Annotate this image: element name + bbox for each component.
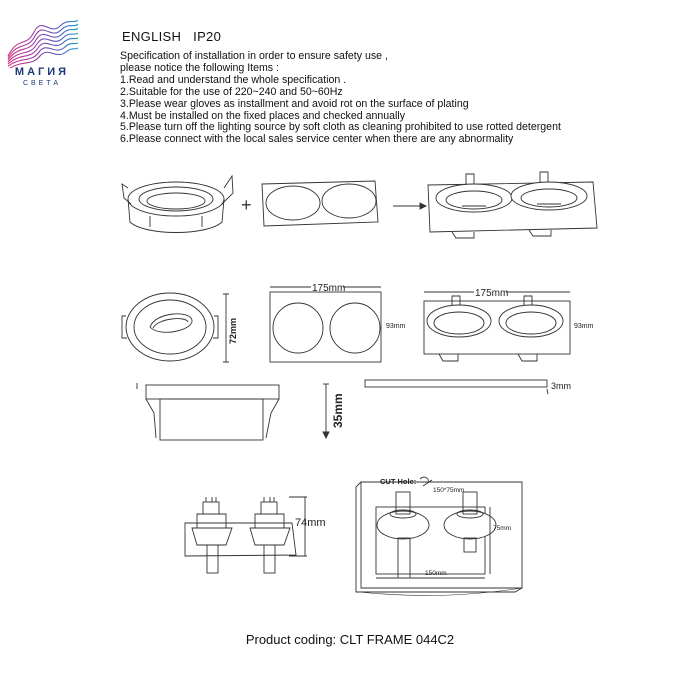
spec-intro-line-2: please notice the following Items : xyxy=(120,61,279,74)
frame-dimension-drawing xyxy=(270,287,381,362)
spec-item-3: 3.Please wear gloves as installment and avoid rot on the surface of plating xyxy=(120,97,469,110)
logo-brand-text: МАГИЯ xyxy=(14,66,70,78)
frame-thickness-drawing xyxy=(365,380,548,394)
assembled-dimension-drawing xyxy=(424,292,570,361)
cut-hole-title: CUT-Hole: xyxy=(380,477,417,486)
product-coding: Product coding: CLT FRAME 044C2 xyxy=(245,632,455,647)
spec-item-1: 1.Read and understand the whole specification . xyxy=(120,73,347,86)
thickness-label: 3mm xyxy=(551,381,571,391)
spec-item-6: 6.Please connect with the local sales service center when there are any abnormality xyxy=(120,133,514,146)
plus-symbol: + xyxy=(241,195,252,215)
side-view-drawing xyxy=(137,383,329,440)
ip-rating: IP20 xyxy=(193,29,222,44)
total-height-label: 74mm xyxy=(295,517,326,529)
frame-length-label: 175mm xyxy=(312,283,346,294)
cut-hole-size-label: 150*75mm xyxy=(433,487,465,494)
language-label: ENGLISH xyxy=(122,29,182,44)
ring-part-drawing xyxy=(122,176,233,233)
assembled-length-label: 175mm xyxy=(475,288,509,299)
spec-intro-line-1: Specification of installation in order to ensure safety use , xyxy=(120,50,388,62)
ring-top-view-drawing xyxy=(122,293,229,362)
logo-tagline-text: СВЕТА xyxy=(22,80,62,87)
ring-diameter-label: 72mm xyxy=(228,317,238,344)
depth-label: 35mm xyxy=(331,393,345,428)
assembled-width-label: 93mm xyxy=(574,323,594,330)
arrow-icon xyxy=(393,203,426,209)
cut-hole-height-label: 75mm xyxy=(493,525,512,532)
spec-item-4: 4.Must be installed on the fixed places and checked annually xyxy=(120,109,406,122)
assembled-frame-drawing xyxy=(428,172,597,238)
spec-item-5: 5.Please turn off the lighting source by soft cloth as cleaning prohibited to use rotted detergent xyxy=(120,121,561,134)
frame-width-label: 93mm xyxy=(386,323,406,330)
cut-hole-drawing xyxy=(356,477,522,595)
frame-plate-drawing xyxy=(262,181,378,226)
installed-height-drawing xyxy=(185,497,307,573)
cut-hole-width-label: 150mm xyxy=(425,570,447,577)
spec-item-2: 2.Suitable for the use of 220~240 and 50~60Hz xyxy=(120,85,343,98)
